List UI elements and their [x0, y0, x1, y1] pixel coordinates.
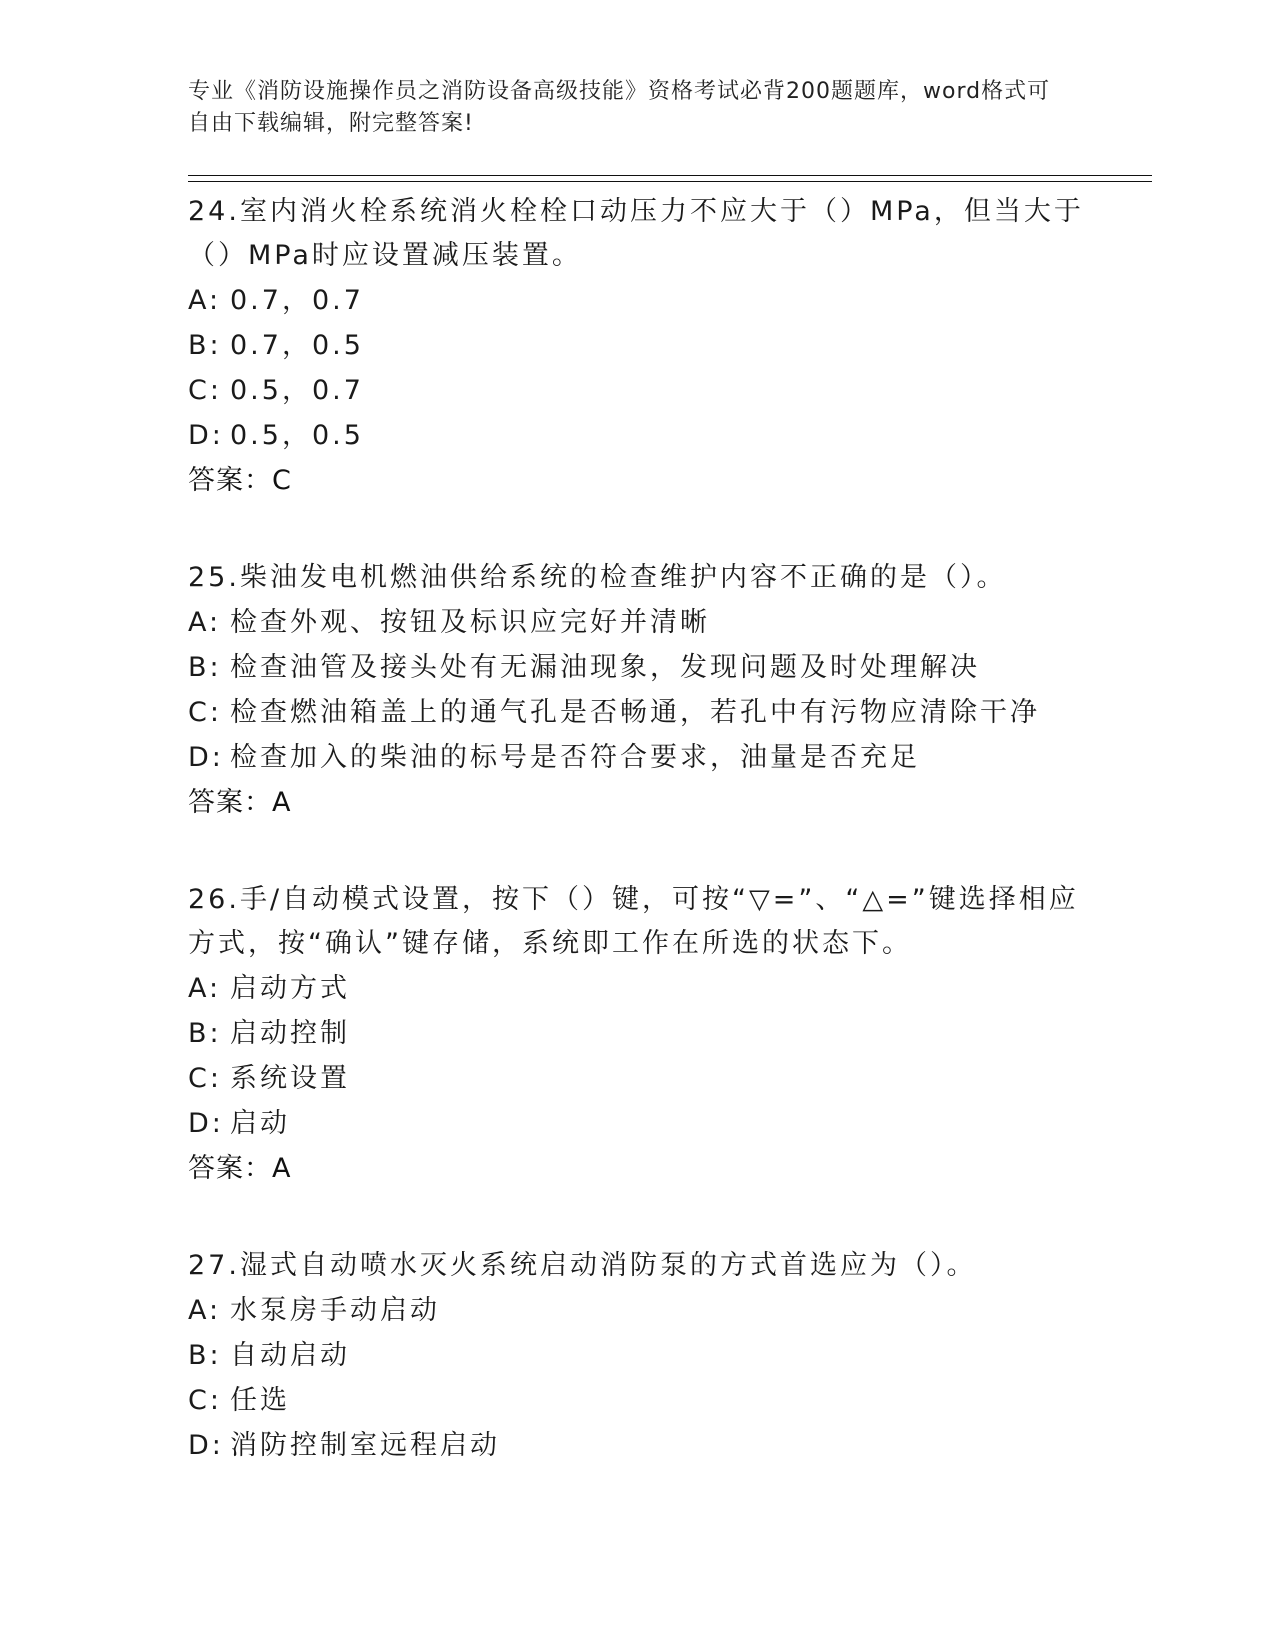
option-key: D: — [188, 1430, 224, 1461]
question-stem: 24.室内消火栓系统消火栓栓口动压力不应大于（）MPa，但当大于（）MPa时应设置减压装置。 — [188, 196, 1084, 271]
question-27 — [188, 1244, 1088, 1468]
question-25 — [188, 556, 1088, 826]
option-text: 启动控制 — [230, 1018, 350, 1049]
option-text: 检查油管及接头处有无漏油现象，发现问题及时处理解决 — [230, 652, 980, 683]
option-key: D: — [188, 742, 224, 773]
option-a — [188, 600, 1088, 645]
option-b — [188, 645, 1088, 690]
question-stem: 25.柴油发电机燃油供给系统的检查维护内容不正确的是（）。 — [188, 562, 1007, 593]
answer-line: 答案：C — [188, 465, 292, 496]
option-text: 0.5，0.5 — [230, 420, 364, 451]
option-text: 任选 — [230, 1385, 290, 1416]
option-c — [188, 368, 1088, 413]
option-c — [188, 1056, 1088, 1101]
answer-line: 答案：A — [188, 1153, 292, 1184]
option-key: D: — [188, 420, 224, 451]
option-b — [188, 1011, 1088, 1056]
option-text: 0.5，0.7 — [230, 375, 364, 406]
option-text: 检查加入的柴油的标号是否符合要求，油量是否充足 — [230, 742, 920, 773]
option-b — [188, 323, 1088, 368]
option-text: 0.7，0.5 — [230, 330, 364, 361]
option-key: A: — [188, 973, 222, 1004]
question-stem: 26.手/自动模式设置，按下（）键，可按“▽=”、“△=”键选择相应方式，按“确认”键存储，系统即工作在所选的状态下。 — [188, 884, 1079, 959]
question-stem: 27.湿式自动喷水灭火系统启动消防泵的方式首选应为（）。 — [188, 1250, 977, 1281]
option-key: A: — [188, 607, 222, 638]
option-text: 启动 — [230, 1108, 290, 1139]
option-key: C: — [188, 375, 222, 406]
question-24 — [188, 190, 1088, 504]
option-d — [188, 413, 1088, 458]
option-b — [188, 1333, 1088, 1378]
option-key: A: — [188, 1295, 222, 1326]
option-text: 检查外观、按钮及标识应完好并清晰 — [230, 607, 710, 638]
option-text: 检查燃油箱盖上的通气孔是否畅通，若孔中有污物应清除干净 — [230, 697, 1040, 728]
option-text: 水泵房手动启动 — [230, 1295, 440, 1326]
option-key: B: — [188, 1340, 222, 1371]
document-header: 专业《消防设施操作员之消防设备高级技能》资格考试必背200题题库，word格式可自由下载编辑，附完整答案! — [188, 79, 1051, 136]
option-text: 自动启动 — [230, 1340, 350, 1371]
header-rule-bottom — [188, 181, 1152, 182]
option-d — [188, 1423, 1088, 1468]
option-text: 启动方式 — [230, 973, 350, 1004]
option-text: 0.7，0.7 — [230, 285, 364, 316]
option-c — [188, 690, 1088, 735]
option-key: B: — [188, 652, 222, 683]
option-key: C: — [188, 1063, 222, 1094]
question-list — [188, 190, 1088, 1520]
option-a — [188, 278, 1088, 323]
header-rule-top — [188, 175, 1152, 176]
option-d — [188, 735, 1088, 780]
option-text: 系统设置 — [230, 1063, 350, 1094]
option-c — [188, 1378, 1088, 1423]
option-text: 消防控制室远程启动 — [230, 1430, 500, 1461]
option-a — [188, 1288, 1088, 1333]
option-a — [188, 966, 1088, 1011]
option-key: C: — [188, 697, 222, 728]
answer-line: 答案：A — [188, 787, 292, 818]
option-key: B: — [188, 1018, 222, 1049]
option-key: B: — [188, 330, 222, 361]
option-d — [188, 1101, 1088, 1146]
option-key: C: — [188, 1385, 222, 1416]
option-key: A: — [188, 285, 222, 316]
option-key: D: — [188, 1108, 224, 1139]
question-26 — [188, 878, 1088, 1192]
